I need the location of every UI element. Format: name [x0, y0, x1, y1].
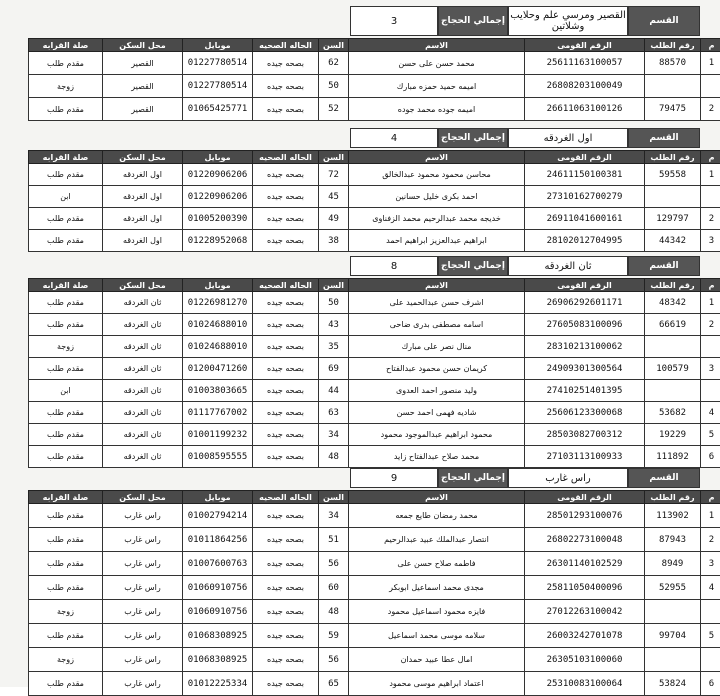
cell-health: بصحه جيده: [253, 292, 319, 314]
cell-req: 59558: [645, 164, 701, 186]
cell-rel: مقدم طلب: [29, 446, 103, 468]
cell-age: 50: [319, 75, 349, 98]
cell-home: ثان الغردقه: [103, 402, 183, 424]
cell-mobile: 01065425771: [183, 98, 253, 121]
cell-home: ثان الغردقه: [103, 446, 183, 468]
header-idx: م: [701, 151, 720, 164]
cell-rel: مقدم طلب: [29, 576, 103, 600]
cell-rel: مقدم طلب: [29, 164, 103, 186]
cell-age: 45: [319, 186, 349, 208]
district-name: القصير ومرسي علم وحلايب وشلاتين: [508, 6, 628, 36]
cell-mobile: 01068308925: [183, 648, 253, 672]
cell-health: بصحه جيده: [253, 552, 319, 576]
table-row: [29, 75, 720, 98]
table-row: [29, 552, 720, 576]
cell-home: اول الغردقه: [103, 186, 183, 208]
cell-health: بصحه جيده: [253, 186, 319, 208]
cell-idx: 3: [701, 358, 720, 380]
cell-home: القصير: [103, 98, 183, 121]
cell-mobile: 01226981270: [183, 292, 253, 314]
header-home: محل السكن: [103, 491, 183, 504]
cell-health: بصحه جيده: [253, 648, 319, 672]
cell-home: اول الغردقه: [103, 164, 183, 186]
cell-health: بصحه جيده: [253, 336, 319, 358]
cell-idx: 5: [701, 624, 720, 648]
cell-home: اول الغردقه: [103, 230, 183, 252]
cell-name: فايزه محمود اسماعيل محمود: [349, 600, 525, 624]
cell-idx: 5: [701, 424, 720, 446]
header-age: السن: [319, 151, 349, 164]
cell-nid: 27103113100933: [525, 446, 645, 468]
cell-idx: 1: [701, 52, 720, 75]
cell-nid: 26906292601171: [525, 292, 645, 314]
cell-idx: 3: [701, 230, 720, 252]
section-label: القسم: [628, 256, 700, 276]
cell-nid: 28310213100062: [525, 336, 645, 358]
cell-home: راس غارب: [103, 528, 183, 552]
cell-age: 52: [319, 98, 349, 121]
cell-nid: 27605083100096: [525, 314, 645, 336]
header-idx: م: [701, 491, 720, 504]
pilgrims-table: [28, 278, 720, 468]
table-row: [29, 600, 720, 624]
cell-health: بصحه جيده: [253, 358, 319, 380]
cell-mobile: 01227780514: [183, 52, 253, 75]
cell-age: 56: [319, 648, 349, 672]
district-section: [28, 126, 710, 252]
header-rel: صلة القرابه: [29, 39, 103, 52]
header-req: رقم الطلب: [645, 151, 701, 164]
district-name: ثان الغردقه: [508, 256, 628, 276]
cell-name: اميمه حميد حمزه مبارك: [349, 75, 525, 98]
header-nid: الرقم القومى: [525, 39, 645, 52]
section-header: [28, 126, 710, 150]
cell-health: بصحه جيده: [253, 424, 319, 446]
cell-health: بصحه جيده: [253, 230, 319, 252]
cell-rel: ابن: [29, 380, 103, 402]
cell-req: 129797: [645, 208, 701, 230]
cell-rel: زوجة: [29, 336, 103, 358]
cell-mobile: 01011864256: [183, 528, 253, 552]
cell-mobile: 01005200390: [183, 208, 253, 230]
cell-req: 52955: [645, 576, 701, 600]
cell-home: اول الغردقه: [103, 208, 183, 230]
cell-rel: مقدم طلب: [29, 292, 103, 314]
table-row: [29, 424, 720, 446]
cell-rel: زوجة: [29, 600, 103, 624]
total-value: 8: [350, 256, 438, 276]
total-label: إجمالي الحجاج: [438, 6, 508, 36]
cell-req: [645, 648, 701, 672]
cell-rel: مقدم طلب: [29, 358, 103, 380]
cell-home: راس غارب: [103, 672, 183, 696]
cell-req: [645, 600, 701, 624]
table-header-row: [29, 39, 720, 52]
cell-health: بصحه جيده: [253, 624, 319, 648]
cell-req: 8949: [645, 552, 701, 576]
cell-age: 60: [319, 576, 349, 600]
cell-idx: [701, 648, 720, 672]
header-name: الاسم: [349, 279, 525, 292]
cell-mobile: 01068308925: [183, 624, 253, 648]
cell-health: بصحه جيده: [253, 576, 319, 600]
table-row: [29, 672, 720, 696]
cell-req: 48342: [645, 292, 701, 314]
cell-idx: 3: [701, 552, 720, 576]
cell-mobile: 01007600763: [183, 552, 253, 576]
cell-name: اعتماد ابراهيم موسى محمود: [349, 672, 525, 696]
table-header-row: [29, 151, 720, 164]
cell-idx: [701, 75, 720, 98]
table-row: [29, 292, 720, 314]
cell-mobile: 01060910756: [183, 600, 253, 624]
cell-age: 56: [319, 552, 349, 576]
cell-health: بصحه جيده: [253, 98, 319, 121]
cell-mobile: 01008595555: [183, 446, 253, 468]
header-health: الحاله الصحيه: [253, 39, 319, 52]
cell-rel: مقدم طلب: [29, 314, 103, 336]
cell-age: 59: [319, 624, 349, 648]
header-home: محل السكن: [103, 151, 183, 164]
header-nid: الرقم القومى: [525, 279, 645, 292]
cell-req: 99704: [645, 624, 701, 648]
cell-mobile: 01220906206: [183, 164, 253, 186]
district-section: [28, 466, 710, 696]
table-row: [29, 208, 720, 230]
cell-health: بصحه جيده: [253, 504, 319, 528]
table-row: [29, 98, 720, 121]
district-name: راس غارب: [508, 468, 628, 488]
header-idx: م: [701, 39, 720, 52]
header-home: محل السكن: [103, 39, 183, 52]
header-rel: صلة القرابه: [29, 151, 103, 164]
cell-nid: 28503082700312: [525, 424, 645, 446]
district-section: [28, 254, 710, 468]
table-header-row: [29, 491, 720, 504]
cell-rel: مقدم طلب: [29, 52, 103, 75]
table-row: [29, 402, 720, 424]
cell-name: اميمه جوده محمد جوده: [349, 98, 525, 121]
header-rel: صلة القرابه: [29, 279, 103, 292]
cell-age: 69: [319, 358, 349, 380]
header-mobile: موبايل: [183, 39, 253, 52]
cell-home: راس غارب: [103, 648, 183, 672]
header-mobile: موبايل: [183, 491, 253, 504]
cell-home: القصير: [103, 75, 183, 98]
cell-rel: ابن: [29, 186, 103, 208]
cell-health: بصحه جيده: [253, 380, 319, 402]
cell-nid: 25606123300068: [525, 402, 645, 424]
table-row: [29, 336, 720, 358]
header-age: السن: [319, 39, 349, 52]
cell-idx: [701, 380, 720, 402]
table-row: [29, 576, 720, 600]
cell-name: سلامه موسى محمد اسماعيل: [349, 624, 525, 648]
cell-name: احمد بكرى خليل حسانين: [349, 186, 525, 208]
cell-name: اسامه مصطفى بدرى ضاحى: [349, 314, 525, 336]
pilgrims-table: [28, 490, 720, 696]
header-req: رقم الطلب: [645, 39, 701, 52]
table-row: [29, 358, 720, 380]
cell-home: راس غارب: [103, 600, 183, 624]
table-row: [29, 52, 720, 75]
cell-idx: 1: [701, 164, 720, 186]
cell-health: بصحه جيده: [253, 446, 319, 468]
header-rel: صلة القرابه: [29, 491, 103, 504]
cell-name: محمد رمضان طايع جمعه: [349, 504, 525, 528]
cell-health: بصحه جيده: [253, 52, 319, 75]
cell-name: اشرف حسن عبدالحميد على: [349, 292, 525, 314]
district-section: [28, 4, 710, 121]
cell-health: بصحه جيده: [253, 600, 319, 624]
cell-health: بصحه جيده: [253, 672, 319, 696]
cell-age: 38: [319, 230, 349, 252]
section-header: [28, 466, 710, 490]
cell-rel: زوجة: [29, 75, 103, 98]
cell-req: 44342: [645, 230, 701, 252]
cell-name: منال نصر على مبارك: [349, 336, 525, 358]
cell-req: 53824: [645, 672, 701, 696]
cell-req: 79475: [645, 98, 701, 121]
table-row: [29, 314, 720, 336]
cell-nid: 26301140102529: [525, 552, 645, 576]
cell-req: 100579: [645, 358, 701, 380]
table-row: [29, 624, 720, 648]
cell-home: ثان الغردقه: [103, 292, 183, 314]
table-row: [29, 186, 720, 208]
cell-nid: 26802273100048: [525, 528, 645, 552]
header-name: الاسم: [349, 151, 525, 164]
cell-req: [645, 75, 701, 98]
cell-mobile: 01220906206: [183, 186, 253, 208]
section-header: [28, 254, 710, 278]
header-nid: الرقم القومى: [525, 491, 645, 504]
cell-idx: 2: [701, 528, 720, 552]
cell-name: محمد حسن على حسن: [349, 52, 525, 75]
header-age: السن: [319, 279, 349, 292]
cell-name: خديجه محمد عبدالرحيم محمد الزفناوى: [349, 208, 525, 230]
total-label: إجمالي الحجاج: [438, 256, 508, 276]
section-header: [28, 4, 710, 38]
header-home: محل السكن: [103, 279, 183, 292]
header-health: الحاله الصحيه: [253, 491, 319, 504]
cell-mobile: 01060910756: [183, 576, 253, 600]
cell-age: 48: [319, 600, 349, 624]
cell-mobile: 01228952068: [183, 230, 253, 252]
cell-nid: 26911041600161: [525, 208, 645, 230]
cell-idx: 2: [701, 98, 720, 121]
cell-mobile: 01002794214: [183, 504, 253, 528]
cell-age: 34: [319, 504, 349, 528]
cell-rel: مقدم طلب: [29, 672, 103, 696]
header-health: الحاله الصحيه: [253, 279, 319, 292]
cell-req: 113902: [645, 504, 701, 528]
cell-rel: مقدم طلب: [29, 528, 103, 552]
total-label: إجمالي الحجاج: [438, 128, 508, 148]
total-label: إجمالي الحجاج: [438, 468, 508, 488]
header-idx: م: [701, 279, 720, 292]
cell-name: محاسن محمود محمود عبدالخالق: [349, 164, 525, 186]
cell-rel: مقدم طلب: [29, 208, 103, 230]
header-req: رقم الطلب: [645, 491, 701, 504]
cell-req: 53682: [645, 402, 701, 424]
section-label: القسم: [628, 6, 700, 36]
cell-idx: 4: [701, 576, 720, 600]
cell-health: بصحه جيده: [253, 164, 319, 186]
cell-home: راس غارب: [103, 576, 183, 600]
header-age: السن: [319, 491, 349, 504]
cell-idx: 2: [701, 208, 720, 230]
cell-req: [645, 336, 701, 358]
cell-idx: 4: [701, 402, 720, 424]
cell-health: بصحه جيده: [253, 528, 319, 552]
cell-age: 63: [319, 402, 349, 424]
header-name: الاسم: [349, 39, 525, 52]
cell-age: 43: [319, 314, 349, 336]
section-label: القسم: [628, 468, 700, 488]
cell-nid: 28102012704995: [525, 230, 645, 252]
header-mobile: موبايل: [183, 151, 253, 164]
cell-home: راس غارب: [103, 552, 183, 576]
total-value: 3: [350, 6, 438, 36]
cell-req: 87943: [645, 528, 701, 552]
cell-nid: 26808203100049: [525, 75, 645, 98]
cell-age: 34: [319, 424, 349, 446]
table-row: [29, 164, 720, 186]
cell-nid: 27410251401395: [525, 380, 645, 402]
cell-home: القصير: [103, 52, 183, 75]
cell-nid: 26003242701078: [525, 624, 645, 648]
header-health: الحاله الصحيه: [253, 151, 319, 164]
cell-mobile: 01001199232: [183, 424, 253, 446]
cell-age: 35: [319, 336, 349, 358]
cell-idx: [701, 336, 720, 358]
cell-rel: مقدم طلب: [29, 552, 103, 576]
cell-mobile: 01200471260: [183, 358, 253, 380]
cell-age: 44: [319, 380, 349, 402]
cell-nid: 24909301300564: [525, 358, 645, 380]
cell-rel: مقدم طلب: [29, 402, 103, 424]
cell-idx: 6: [701, 672, 720, 696]
table-header-row: [29, 279, 720, 292]
cell-age: 51: [319, 528, 349, 552]
cell-nid: 27310162700279: [525, 186, 645, 208]
cell-rel: مقدم طلب: [29, 504, 103, 528]
cell-nid: 28501293100076: [525, 504, 645, 528]
cell-home: راس غارب: [103, 504, 183, 528]
table-row: [29, 380, 720, 402]
total-value: 9: [350, 468, 438, 488]
cell-nid: 26305103100060: [525, 648, 645, 672]
cell-name: امال عطا عبيد حمدان: [349, 648, 525, 672]
cell-name: محمود ابراهيم عبدالموجود محمود: [349, 424, 525, 446]
cell-nid: 25310083100064: [525, 672, 645, 696]
cell-age: 65: [319, 672, 349, 696]
cell-name: انتصار عبدالملك عبيد عبدالرحيم: [349, 528, 525, 552]
cell-age: 50: [319, 292, 349, 314]
cell-health: بصحه جيده: [253, 208, 319, 230]
cell-rel: مقدم طلب: [29, 424, 103, 446]
cell-rel: زوجة: [29, 648, 103, 672]
cell-mobile: 01227780514: [183, 75, 253, 98]
cell-name: مجدى محمد اسماعيل ابوبكر: [349, 576, 525, 600]
cell-health: بصحه جيده: [253, 402, 319, 424]
cell-home: ثان الغردقه: [103, 380, 183, 402]
cell-home: ثان الغردقه: [103, 424, 183, 446]
cell-mobile: 01024688010: [183, 314, 253, 336]
cell-req: 19229: [645, 424, 701, 446]
cell-mobile: 01003803665: [183, 380, 253, 402]
cell-nid: 27012263100042: [525, 600, 645, 624]
cell-name: وليد منصور احمد العدوى: [349, 380, 525, 402]
cell-age: 48: [319, 446, 349, 468]
table-row: [29, 446, 720, 468]
cell-idx: 2: [701, 314, 720, 336]
table-row: [29, 528, 720, 552]
cell-name: كريمان حسن محمود عبدالفتاح: [349, 358, 525, 380]
pilgrims-table: [28, 38, 720, 121]
cell-nid: 24611150100381: [525, 164, 645, 186]
cell-name: شاديه فهمى احمد حسن: [349, 402, 525, 424]
cell-home: ثان الغردقه: [103, 358, 183, 380]
cell-idx: 1: [701, 292, 720, 314]
cell-nid: 25611163100057: [525, 52, 645, 75]
cell-mobile: 01012225334: [183, 672, 253, 696]
cell-home: راس غارب: [103, 624, 183, 648]
table-row: [29, 648, 720, 672]
header-name: الاسم: [349, 491, 525, 504]
cell-rel: مقدم طلب: [29, 98, 103, 121]
cell-home: ثان الغردقه: [103, 314, 183, 336]
cell-req: 88570: [645, 52, 701, 75]
cell-rel: مقدم طلب: [29, 624, 103, 648]
cell-age: 49: [319, 208, 349, 230]
total-value: 4: [350, 128, 438, 148]
district-name: اول الغردقه: [508, 128, 628, 148]
cell-nid: 26611063100126: [525, 98, 645, 121]
header-req: رقم الطلب: [645, 279, 701, 292]
cell-mobile: 01117767002: [183, 402, 253, 424]
cell-idx: [701, 186, 720, 208]
cell-idx: 1: [701, 504, 720, 528]
cell-mobile: 01024688010: [183, 336, 253, 358]
cell-age: 72: [319, 164, 349, 186]
cell-name: فاطمه صلاح حسن على: [349, 552, 525, 576]
cell-req: [645, 186, 701, 208]
table-row: [29, 504, 720, 528]
cell-age: 62: [319, 52, 349, 75]
header-mobile: موبايل: [183, 279, 253, 292]
header-nid: الرقم القومى: [525, 151, 645, 164]
section-label: القسم: [628, 128, 700, 148]
table-row: [29, 230, 720, 252]
pilgrims-table: [28, 150, 720, 252]
cell-rel: مقدم طلب: [29, 230, 103, 252]
cell-home: ثان الغردقه: [103, 336, 183, 358]
cell-name: محمد صلاح عبدالفتاح زايد: [349, 446, 525, 468]
cell-health: بصحه جيده: [253, 314, 319, 336]
cell-name: ابراهيم عبدالعزيز ابراهيم احمد: [349, 230, 525, 252]
cell-idx: [701, 600, 720, 624]
cell-health: بصحه جيده: [253, 75, 319, 98]
cell-req: 66619: [645, 314, 701, 336]
cell-req: 111892: [645, 446, 701, 468]
cell-idx: 6: [701, 446, 720, 468]
cell-req: [645, 380, 701, 402]
cell-nid: 25811050400096: [525, 576, 645, 600]
